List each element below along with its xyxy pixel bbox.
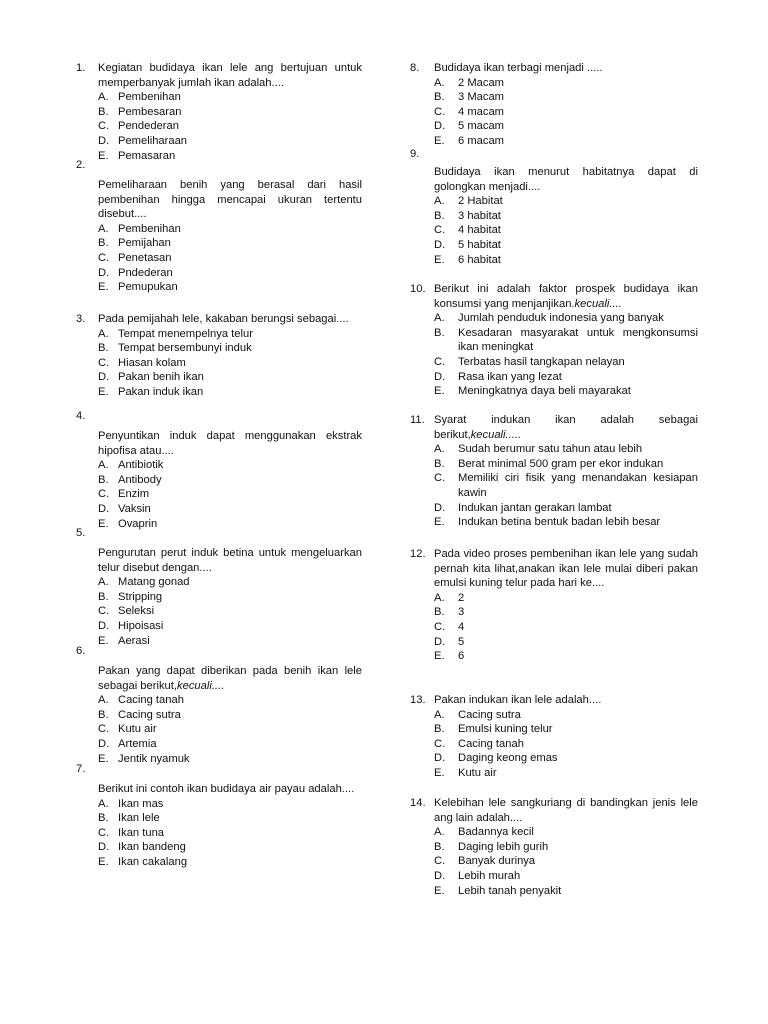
question-stem (434, 796, 698, 825)
answer-option[interactable] (98, 855, 362, 870)
answer-option-letter: E. (98, 634, 109, 647)
answer-option-text: Antibody (118, 473, 162, 486)
question-stem-kecuali: kecuali.... (177, 679, 225, 692)
answer-option-letter: A. (98, 459, 109, 472)
answer-option[interactable] (434, 442, 698, 457)
answer-option-letter: B. (98, 237, 109, 250)
answer-option[interactable] (434, 708, 698, 723)
question-stem (98, 546, 362, 575)
answer-option[interactable] (434, 209, 698, 224)
question-stem (98, 429, 362, 458)
answer-option[interactable] (98, 370, 362, 385)
answer-option[interactable] (434, 471, 698, 500)
answer-option-letter: E. (98, 517, 109, 530)
answer-options (410, 311, 698, 399)
answer-option-letter: C. (98, 723, 110, 736)
answer-option-text: Terbatas hasil tangkapan nelayan (458, 355, 625, 368)
answer-option[interactable] (434, 253, 698, 268)
answer-option-letter: B. (98, 342, 109, 355)
answer-option[interactable] (98, 280, 362, 295)
answer-option-letter: A. (434, 195, 445, 208)
answer-option[interactable] (98, 487, 362, 502)
answer-option[interactable] (98, 251, 362, 266)
answer-option-letter: A. (434, 76, 445, 89)
question-stem-text: Berikut ini adalah faktor prospek budidaya ikan konsumsi yang menjanjikan. (434, 283, 698, 310)
answer-option-letter: E. (434, 766, 445, 779)
answer-option-text: Pemupukan (118, 281, 178, 294)
answer-option[interactable] (98, 327, 362, 342)
question-11 (410, 413, 698, 530)
answer-option-text: Badannya kecil (458, 826, 534, 839)
answer-option-text: Lebih tanah penyakit (458, 884, 562, 897)
answer-option[interactable] (434, 355, 698, 370)
answer-option-letter: D. (434, 635, 446, 648)
answer-option-letter: B. (98, 708, 109, 721)
question-number: 10. (410, 283, 426, 295)
question-stem-text: Syarat indukan ikan adalah sebagai berikut, (434, 414, 698, 441)
answer-option-text: Ikan mas (118, 797, 164, 810)
answer-option-text: Aerasi (118, 634, 150, 647)
answer-option-text: Pembenihan (118, 222, 181, 235)
answer-option-letter: B. (98, 105, 109, 118)
question-stem-text: Pengurutan perut induk betina untuk mengeluarkan telur disebut dengan.... (98, 547, 362, 574)
answer-option-letter: A. (98, 222, 109, 235)
answer-option-text: Pemasaran (118, 149, 176, 162)
question-3 (76, 312, 362, 400)
answer-option-letter: D. (98, 502, 110, 515)
answer-option-letter: E. (434, 884, 445, 897)
answer-option-text: Seleksi (118, 605, 155, 618)
answer-option-letter: E. (98, 855, 109, 868)
answer-option-text: 2 (458, 591, 465, 604)
answer-option[interactable] (98, 266, 362, 281)
answer-options (76, 693, 362, 766)
answer-option-letter: D. (98, 841, 110, 854)
answer-option-text: Pakan benih ikan (118, 371, 204, 384)
answer-option[interactable] (98, 473, 362, 488)
question-number: 5. (76, 527, 86, 539)
question-number: 7. (76, 763, 86, 775)
answer-option[interactable] (434, 649, 698, 664)
answer-options (410, 591, 698, 664)
question-10 (410, 282, 698, 399)
answer-options (76, 222, 362, 295)
answer-option-text: 6 (458, 650, 465, 663)
answer-option-letter: D. (98, 134, 110, 147)
answer-options (76, 458, 362, 531)
question-stem (434, 413, 698, 442)
answer-option-letter: C. (434, 224, 446, 237)
answer-option[interactable] (434, 501, 698, 516)
answer-option[interactable] (98, 356, 362, 371)
answer-option-letter: E. (98, 752, 109, 765)
answer-option-letter: E. (434, 385, 445, 398)
question-stem-text: Pakan yang dapat diberikan pada benih ikan lele sebagai berikut, (98, 665, 362, 692)
answer-option-text: Rasa ikan yang lezat (458, 370, 562, 383)
question-9 (410, 147, 698, 267)
answer-options (76, 90, 362, 163)
answer-option-text: Antibiotik (118, 459, 164, 472)
answer-option-text: Meningkatnya daya beli mayarakat (458, 385, 631, 398)
question-stem (434, 282, 698, 311)
answer-option-letter: C. (98, 356, 110, 369)
answer-option[interactable] (98, 105, 362, 120)
question-5 (76, 526, 362, 648)
answer-option-letter: B. (434, 326, 445, 339)
answer-option-letter: E. (98, 385, 109, 398)
answer-option[interactable] (434, 620, 698, 635)
answer-option-text: Jumlah penduduk indonesia yang banyak (458, 312, 664, 325)
answer-option-letter: A. (98, 576, 109, 589)
answer-option-text: Stripping (118, 590, 163, 603)
question-stem-text: Budidaya ikan terbagi menjadi ..... (434, 62, 603, 74)
question-4 (76, 409, 362, 531)
answer-option-text: Emulsi kuning telur (458, 723, 553, 736)
answer-option-text: Penetasan (118, 251, 172, 264)
answer-option-letter: C. (98, 251, 110, 264)
answer-option[interactable] (98, 797, 362, 812)
answer-option-text: Matang gonad (118, 576, 190, 589)
answer-option-letter: E. (434, 650, 445, 663)
answer-option[interactable] (98, 708, 362, 723)
question-8 (410, 61, 698, 149)
answer-option-text: 5 macam (458, 120, 505, 133)
answer-option-text: Indukan jantan gerakan lambat (458, 501, 612, 514)
question-2 (76, 158, 362, 295)
answer-option-text: Cacing tanah (118, 694, 184, 707)
answer-option[interactable] (434, 105, 698, 120)
answer-option-text: 5 (458, 635, 465, 648)
answer-options (410, 194, 698, 267)
answer-option[interactable] (434, 869, 698, 884)
answer-option-text: Enzim (118, 488, 150, 501)
answer-option-text: Pembesaran (118, 105, 182, 118)
answer-option-letter: E. (98, 149, 109, 162)
question-stem-text: Berikut ini contoh ikan budidaya air payau adalah.... (98, 783, 355, 795)
answer-option-text: Daging lebih gurih (458, 840, 549, 853)
answer-options (76, 575, 362, 648)
answer-option-letter: C. (434, 620, 446, 633)
answer-option-text: 4 macam (458, 105, 505, 118)
answer-option-letter: D. (98, 266, 110, 279)
answer-option-text: Kutu air (118, 723, 157, 736)
answer-option[interactable] (434, 223, 698, 238)
question-stem-text: Kegiatan budidaya ikan lele ang bertujuan untuk memperbanyak jumlah ikan adalah.... (98, 62, 362, 89)
answer-option-text: Indukan betina bentuk badan lebih besar (458, 516, 661, 529)
answer-option-text: Daging keong emas (458, 752, 558, 765)
answer-option-letter: B. (98, 473, 109, 486)
question-6 (76, 644, 362, 766)
question-number: 14. (410, 797, 426, 809)
answer-option-text: 3 (458, 606, 465, 619)
question-number: 8. (410, 62, 420, 74)
answer-option-letter: D. (434, 120, 446, 133)
answer-option[interactable] (98, 385, 362, 400)
answer-option-text: Vaksin (118, 502, 151, 515)
answer-option-letter: B. (434, 606, 445, 619)
answer-option-letter: C. (434, 105, 446, 118)
answer-option[interactable] (434, 884, 698, 899)
answer-option[interactable] (434, 119, 698, 134)
answer-option-text: Banyak durinya (458, 855, 536, 868)
question-number: 9. (410, 148, 420, 160)
answer-option-text: Kutu air (458, 766, 497, 779)
answer-options (410, 708, 698, 781)
question-stem (98, 178, 362, 222)
question-number: 2. (76, 159, 86, 171)
answer-option-text: 2 Macam (458, 76, 505, 89)
answer-option-letter: A. (98, 694, 109, 707)
answer-option-letter: C. (434, 472, 446, 485)
answer-option-letter: D. (434, 869, 446, 882)
answer-option[interactable] (434, 751, 698, 766)
answer-option-text: 3 Macam (458, 91, 505, 104)
answer-option-letter: C. (434, 355, 446, 368)
answer-option[interactable] (434, 591, 698, 606)
answer-option-letter: E. (98, 281, 109, 294)
question-stem (98, 61, 362, 90)
question-stem-text: Pakan indukan ikan lele adalah.... (434, 694, 602, 706)
answer-option[interactable] (434, 515, 698, 530)
answer-option[interactable] (434, 90, 698, 105)
answer-option-letter: B. (98, 590, 109, 603)
answer-option-text: Cacing sutra (118, 708, 181, 721)
answer-option-letter: D. (434, 501, 446, 514)
answer-options (410, 442, 698, 530)
answer-option-text: Ikan lele (118, 812, 160, 825)
answer-option-letter: A. (434, 312, 445, 325)
answer-option-text: Pendederan (118, 120, 179, 133)
answer-option[interactable] (434, 635, 698, 650)
answer-option-text: Ikan tuna (118, 826, 165, 839)
answer-option[interactable] (98, 90, 362, 105)
answer-option[interactable] (98, 341, 362, 356)
answer-option-text: 4 (458, 620, 465, 633)
answer-option-letter: D. (434, 752, 446, 765)
answer-option[interactable] (434, 238, 698, 253)
question-number: 6. (76, 645, 86, 657)
answer-option-letter: E. (434, 134, 445, 147)
answer-option-text: 6 habitat (458, 253, 501, 266)
answer-options (76, 797, 362, 870)
answer-option[interactable] (434, 457, 698, 472)
answer-options (410, 825, 698, 898)
answer-option-text: Jentik nyamuk (118, 752, 190, 765)
answer-option[interactable] (434, 370, 698, 385)
question-stem (98, 312, 362, 327)
answer-option-letter: A. (98, 327, 109, 340)
question-stem-text: Pada video proses pembenihan ikan lele yang sudah pernah kita lihat,anakan ikan lele mulai diberi pakan emulsi kuning telur pada hari ke.... (434, 548, 698, 590)
answer-option[interactable] (434, 76, 698, 91)
answer-option-letter: A. (434, 826, 445, 839)
answer-option-letter: D. (98, 619, 110, 632)
question-stem-text: Kelebihan lele sangkuriang di bandingkan jenis lele ang lain adalah.... (434, 797, 698, 824)
answer-option-text: 6 macam (458, 134, 505, 147)
question-stem-text: Pemeliharaan benih yang berasal dari hasil pembenihan hingga mencapai ukuran tertentu disebut.... (98, 179, 362, 221)
question-number: 3. (76, 313, 86, 325)
answer-option-text: Hipoisasi (118, 619, 164, 632)
question-stem (434, 547, 698, 591)
question-stem-text: Pada pemijahah lele, kakaban berungsi sebagai.... (98, 313, 349, 325)
answer-option[interactable] (98, 722, 362, 737)
question-13 (410, 693, 698, 781)
answer-option-letter: B. (434, 840, 445, 853)
answer-option-text: Pakan induk ikan (118, 385, 204, 398)
answer-option-text: Tempat menempelnya telur (118, 327, 253, 340)
answer-option[interactable] (98, 502, 362, 517)
question-12 (410, 547, 698, 664)
answer-option[interactable] (98, 811, 362, 826)
answer-options (410, 76, 698, 149)
answer-option-text: 2 Habitat (458, 195, 503, 208)
answer-option[interactable] (98, 119, 362, 134)
answer-option[interactable] (434, 840, 698, 855)
answer-option[interactable] (434, 854, 698, 869)
answer-option[interactable] (434, 194, 698, 209)
answer-option-letter: B. (434, 723, 445, 736)
answer-option[interactable] (98, 840, 362, 855)
answer-option-letter: A. (434, 591, 445, 604)
question-stem-text: Penyuntikan induk dapat menggunakan ekstrak hipofisa atau.... (98, 430, 362, 457)
answer-option[interactable] (98, 826, 362, 841)
answer-option-text: Berat minimal 500 gram per ekor indukan (458, 457, 664, 470)
answer-option-letter: C. (434, 737, 446, 750)
answer-option-letter: B. (434, 209, 445, 222)
answer-option-text: Pemijahan (118, 237, 171, 250)
answer-option[interactable] (434, 605, 698, 620)
answer-option-text: Hiasan kolam (118, 356, 186, 369)
answer-option-letter: E. (434, 253, 445, 266)
answer-option[interactable] (98, 236, 362, 251)
answer-option-letter: D. (434, 238, 446, 251)
answer-option-text: Pndederan (118, 266, 173, 279)
answer-option-text: Cacing sutra (458, 708, 521, 721)
question-stem-kecuali: kecuali..... (470, 428, 522, 441)
answer-option[interactable] (434, 326, 698, 355)
answer-option[interactable] (434, 737, 698, 752)
answer-option[interactable] (98, 590, 362, 605)
question-stem (434, 693, 698, 708)
answer-option-letter: C. (98, 826, 110, 839)
answer-option-text: Cacing tanah (458, 737, 524, 750)
answer-option-text: Ikan bandeng (118, 841, 186, 854)
answer-option-text: 3 habitat (458, 209, 501, 222)
answer-option-letter: B. (434, 91, 445, 104)
question-stem (434, 165, 698, 194)
answer-option-text: Lebih murah (458, 869, 521, 882)
answer-option-text: Pemeliharaan (118, 134, 188, 147)
question-number: 11. (410, 414, 425, 426)
question-1 (76, 61, 362, 163)
answer-option-letter: A. (98, 91, 109, 104)
answer-option-text: Tempat bersembunyi induk (118, 342, 252, 355)
answer-option-letter: B. (98, 812, 109, 825)
answer-option-letter: C. (98, 120, 110, 133)
answer-option[interactable] (98, 737, 362, 752)
answer-option-text: 4 habitat (458, 224, 501, 237)
answer-option-letter: D. (98, 371, 110, 384)
answer-option-text: Kesadaran masyarakat untuk mengkonsumsi ikan meningkat (458, 326, 698, 354)
answer-option-letter: A. (98, 797, 109, 810)
answer-option-text: 5 habitat (458, 238, 501, 251)
answer-option[interactable] (434, 766, 698, 781)
answer-option-letter: C. (98, 488, 110, 501)
question-stem (98, 664, 362, 693)
answer-option[interactable] (98, 575, 362, 590)
answer-option-letter: C. (98, 605, 110, 618)
question-14 (410, 796, 698, 898)
answer-option-letter: C. (434, 855, 446, 868)
answer-option-text: Artemia (118, 737, 157, 750)
answer-option-letter: D. (98, 737, 110, 750)
answer-option-text: Pembenihan (118, 91, 181, 104)
question-number: 1. (76, 62, 86, 74)
question-stem (434, 61, 698, 76)
question-number: 12. (410, 548, 426, 560)
answer-option-text: Ikan cakalang (118, 855, 188, 868)
question-7 (76, 762, 362, 870)
answer-option[interactable] (434, 825, 698, 840)
question-stem (98, 782, 362, 797)
answer-option-letter: D. (434, 370, 446, 383)
answer-option[interactable] (98, 619, 362, 634)
answer-option[interactable] (98, 604, 362, 619)
answer-option-text: Sudah berumur satu tahun atau lebih (458, 443, 643, 456)
answer-option[interactable] (98, 222, 362, 237)
answer-option-letter: A. (434, 443, 445, 456)
answer-option[interactable] (434, 384, 698, 399)
answer-option-text: Memiliki ciri fisik yang menandakan kesiapan kawin (458, 472, 698, 499)
answer-option-text: Ovaprin (118, 517, 158, 530)
answer-option[interactable] (98, 134, 362, 149)
answer-option-letter: A. (434, 708, 445, 721)
question-number: 4. (76, 410, 86, 422)
answer-option-letter: B. (434, 457, 445, 470)
question-number: 13. (410, 694, 426, 706)
question-stem-text: Budidaya ikan menurut habitatnya dapat di golongkan menjadi.... (434, 166, 698, 193)
answer-option[interactable] (434, 311, 698, 326)
answer-option-letter: E. (434, 516, 445, 529)
question-stem-kecuali: kecuali.... (574, 297, 622, 310)
answer-option[interactable] (98, 693, 362, 708)
answer-option[interactable] (434, 722, 698, 737)
answer-option[interactable] (98, 458, 362, 473)
answer-options (76, 327, 362, 400)
